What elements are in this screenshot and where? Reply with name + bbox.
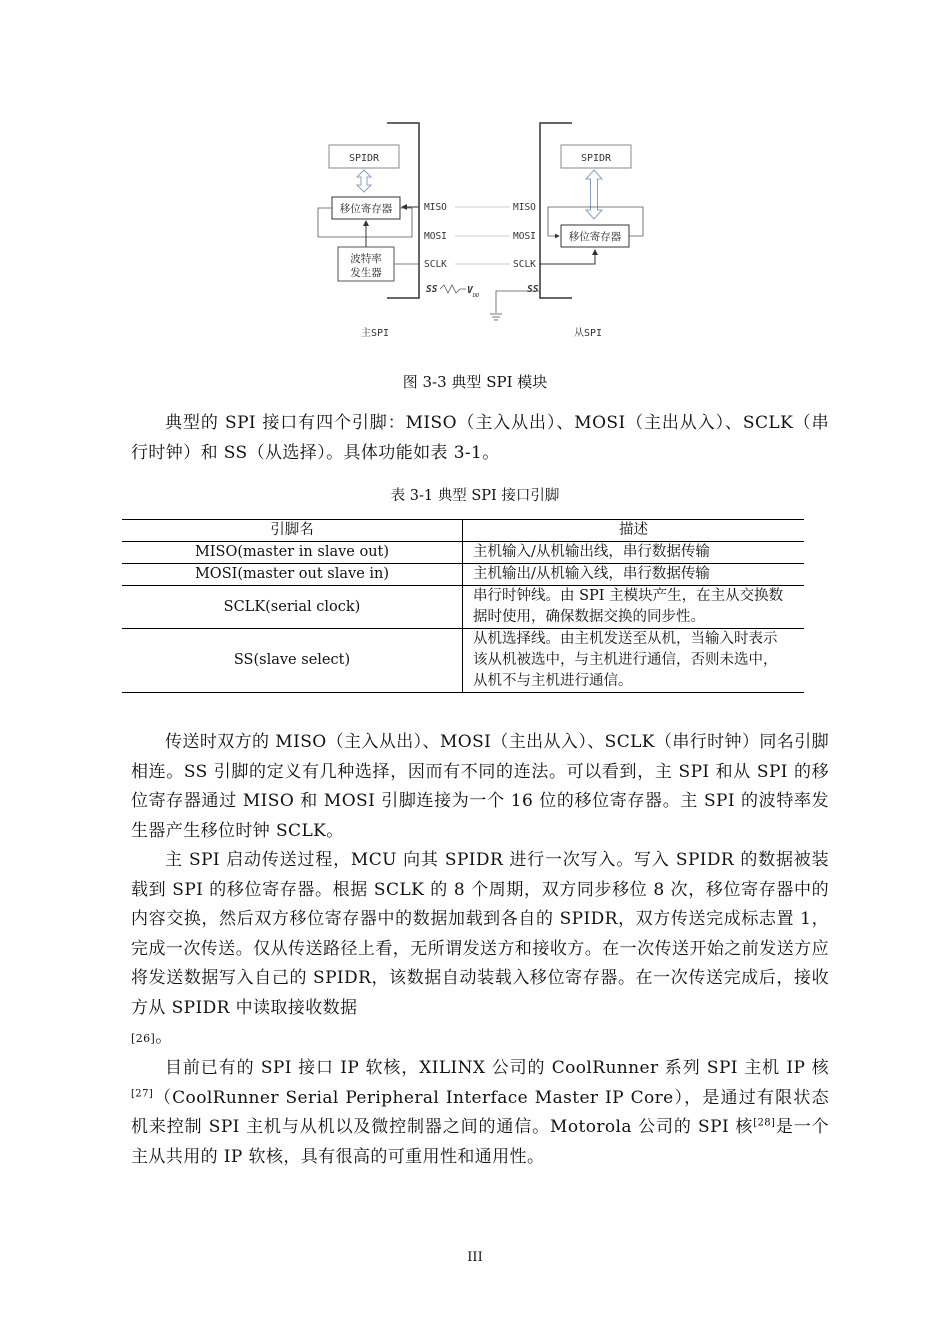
para-4-part3: 是一个主从共用的 IP 软核，具有很高的可重用性和通用性。 bbox=[131, 1117, 830, 1167]
baud-rate-line1: 波特率 bbox=[350, 253, 382, 265]
header-description: 描述 bbox=[463, 520, 805, 542]
body-text bbox=[131, 728, 829, 1172]
para-1: 典型的 SPI 接口有四个引脚：MISO（主入从出）、MOSI（主出从入）、SCLK（串行时钟）和 SS（从选择）。具体功能如表 3-1。 bbox=[131, 413, 829, 463]
slave-mosi-pin: MOSI bbox=[513, 231, 536, 242]
pin-desc: 串行时钟线。由 SPI 主模块产生，在主从交换数据时使用，确保数据交换的同步性。 bbox=[463, 586, 805, 629]
table-header-row bbox=[122, 520, 804, 542]
baud-rate-line2: 发生器 bbox=[350, 267, 382, 279]
master-miso-pin: MISO bbox=[424, 202, 447, 213]
para-3-end: 。 bbox=[155, 1027, 173, 1047]
ground-symbol bbox=[490, 314, 502, 320]
master-mosi-pin: MOSI bbox=[424, 231, 447, 242]
table-row bbox=[122, 586, 804, 629]
para-4-part1: 目前已有的 SPI 接口 IP 软核，XILINX 公司的 CoolRunner 系列 SPI 主机 IP 核 bbox=[165, 1058, 829, 1078]
slave-spi-label: 从SPI bbox=[573, 328, 603, 339]
vdd-v: V bbox=[467, 285, 473, 296]
pin-name: MISO(master in slave out) bbox=[122, 542, 463, 564]
header-pin-name: 引脚名 bbox=[122, 520, 463, 542]
slave-miso-pin: MISO bbox=[513, 202, 536, 213]
table-row bbox=[122, 564, 804, 586]
pin-name: SCLK(serial clock) bbox=[122, 586, 463, 629]
spi-module-diagram bbox=[300, 115, 660, 350]
master-spidr-label: SPIDR bbox=[348, 153, 380, 164]
para-3 bbox=[131, 846, 829, 1054]
master-transfer-arrow bbox=[357, 170, 371, 192]
para-2: 传送时双方的 MISO（主入从出）、MOSI（主出从入）、SCLK（串行时钟）同名引脚相连。SS 引脚的定义有几种选择，因而有不同的连法。可以看到，主 SPI 和从 SPI 的移位寄存器通过 MISO 和 MOSI 引脚连接为一个 16 位的移位寄存器。主 SPI 的波特率发生器产生移位时钟 SCLK。 bbox=[131, 732, 829, 841]
master-sclk-pin: SCLK bbox=[424, 259, 447, 270]
citation-26: [26] bbox=[131, 1032, 156, 1045]
pin-desc: 从机选择线。由主机发送至从机，当输入时表示该从机被选中，与主机进行通信，否则未选中，从机不与主机进行通信。 bbox=[463, 629, 805, 693]
vdd-label bbox=[467, 285, 480, 299]
figure-caption: 图 3-3 典型 SPI 模块 bbox=[402, 373, 548, 391]
master-shift-register-label: 移位寄存器 bbox=[339, 203, 393, 215]
vdd-subscript: DD bbox=[472, 293, 480, 299]
table-row bbox=[122, 542, 804, 564]
page-number: III bbox=[467, 1250, 483, 1265]
table-caption: 表 3-1 典型 SPI 接口引脚 bbox=[390, 488, 560, 504]
slave-transfer-arrow bbox=[586, 170, 602, 219]
citation-27: [27] bbox=[131, 1087, 154, 1099]
pin-name: SS(slave select) bbox=[122, 629, 463, 693]
master-spi-label: 主SPI bbox=[360, 328, 390, 339]
pin-desc: 主机输入/从机输出线，串行数据传输 bbox=[463, 542, 805, 564]
intro-paragraph bbox=[131, 409, 829, 468]
slave-sclk-pin: SCLK bbox=[513, 259, 536, 270]
pin-desc: 主机输出/从机输入线，串行数据传输 bbox=[463, 564, 805, 586]
citation-28: [28] bbox=[753, 1117, 776, 1129]
ss-pullup-resistor bbox=[440, 285, 466, 293]
slave-sclk-arrow bbox=[540, 250, 595, 264]
master-ss-pin: SS bbox=[426, 284, 438, 295]
para-3-text: 主 SPI 启动传送过程，MCU 向其 SPIDR 进行一次写入。写入 SPIDR 的数据被装载到 SPI 的移位寄存器。根据 SCLK 的 8 个周期，双方同步移位 8 次，移位寄存器中的内容交换，然后双方移位寄存器中的数据加载到各自的 SPIDR，双方传送完成标志置 1，完成一次传送。仅从传送路径上看，无所谓发送方和接收方。在一次传送开始之前发送方应将发送数据写入自己的 SPIDR，该数据自动装载入移位寄存器。在一次传送完成后，接收方从 SPIDR 中读取接收数据 bbox=[131, 850, 829, 1018]
slave-ss-pin: SS bbox=[527, 284, 539, 295]
table-row bbox=[122, 629, 804, 693]
para-4-part2: （CoolRunner Serial Peripheral Interface Master IP Core），是通过有限状态机来控制 SPI 主机与从机以及微控制器之间的通信。Motorola 公司的 SPI 核 bbox=[131, 1087, 829, 1137]
slave-shift-register-label: 移位寄存器 bbox=[568, 231, 622, 243]
para-4 bbox=[131, 1054, 829, 1172]
spi-pin-table bbox=[122, 519, 804, 693]
slave-spidr-label: SPIDR bbox=[580, 153, 612, 164]
pin-name: MOSI(master out slave in) bbox=[122, 564, 463, 586]
